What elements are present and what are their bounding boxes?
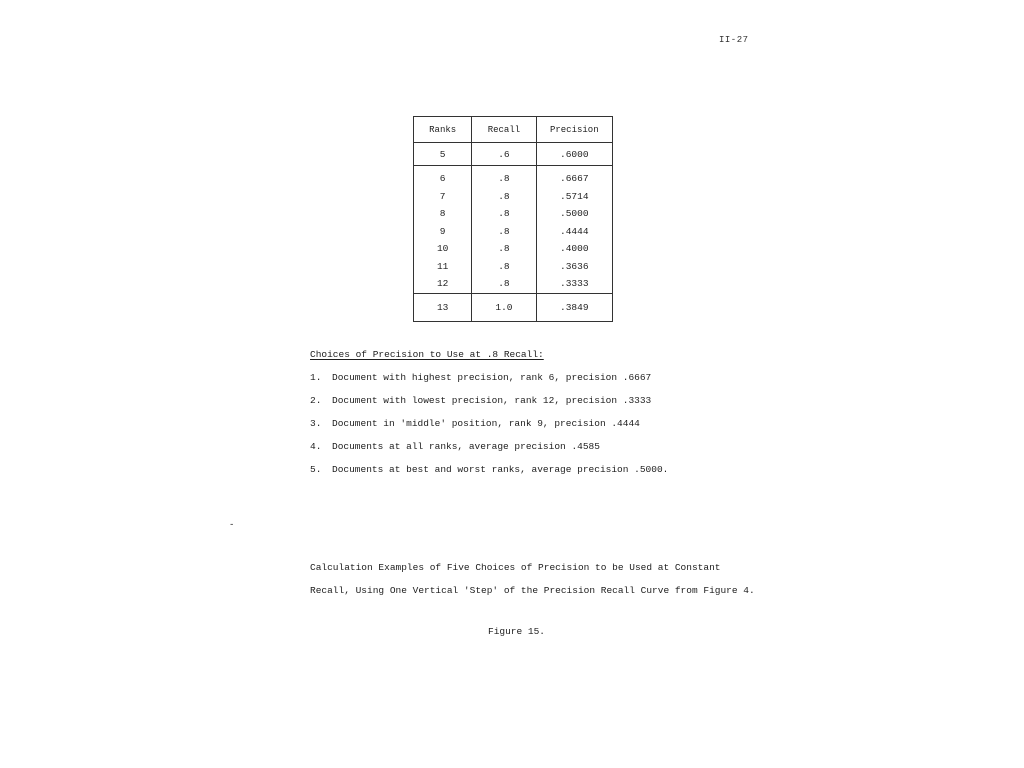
cell-precision: .6000 [536,143,612,166]
cell-rank: 10 [414,240,472,258]
list-item [310,395,668,418]
cell-recall: .6 [472,143,536,166]
cell-recall: 1.0 [472,293,536,321]
cell-rank: 6 [414,166,472,188]
list-item-text: Document with lowest precision, rank 12, precision .3333 [332,395,652,406]
cell-recall: .8 [472,258,536,276]
table-row [414,188,613,206]
cell-precision: .4444 [536,223,612,241]
figure-caption [310,556,755,602]
cell-precision: .3849 [536,293,612,321]
choices-list [310,372,668,487]
header-precision: Precision [536,117,612,143]
cell-recall: .8 [472,223,536,241]
caption-line-2: Recall, Using One Vertical 'Step' of the Precision Recall Curve from Figure 4. [310,585,755,596]
caption-line-1: Calculation Examples of Five Choices of Precision to be Used at Constant [310,562,721,573]
figure-label: Figure 15. [488,626,546,637]
header-recall: Recall [472,117,536,143]
list-item-text: Documents at all ranks, average precision .4585 [332,441,600,452]
table-row [414,293,613,321]
list-item-text: Document in 'middle' position, rank 9, precision .4444 [332,418,640,429]
page-number: II-27 [719,35,749,45]
cell-rank: 8 [414,205,472,223]
list-item-number: 5. [310,464,322,475]
cell-precision: .5000 [536,205,612,223]
cell-recall: .8 [472,188,536,206]
cell-rank: 12 [414,275,472,293]
list-item-number: 2. [310,395,322,406]
table-row [414,143,613,166]
list-item-number: 3. [310,418,322,429]
cell-rank: 11 [414,258,472,276]
cell-precision: .6667 [536,166,612,188]
cell-rank: 7 [414,188,472,206]
choices-title: Choices of Precision to Use at .8 Recall: [310,349,544,360]
cell-recall: .8 [472,275,536,293]
stray-mark: - [229,520,235,530]
list-item-text: Document with highest precision, rank 6, precision .6667 [332,372,652,383]
cell-rank: 9 [414,223,472,241]
list-item [310,418,668,441]
cell-rank: 13 [414,293,472,321]
cell-precision: .4000 [536,240,612,258]
list-item-number: 1. [310,372,322,383]
header-ranks: Ranks [414,117,472,143]
table-row [414,240,613,258]
cell-rank: 5 [414,143,472,166]
table-row [414,223,613,241]
list-item-text: Documents at best and worst ranks, average precision .5000. [332,464,669,475]
table-header-row [414,117,613,143]
list-item [310,441,668,464]
cell-precision: .5714 [536,188,612,206]
list-item [310,372,668,395]
cell-recall: .8 [472,166,536,188]
table-row [414,166,613,188]
list-item-number: 4. [310,441,322,452]
list-item [310,464,668,487]
cell-recall: .8 [472,240,536,258]
table-row [414,205,613,223]
table-row [414,275,613,293]
cell-recall: .8 [472,205,536,223]
cell-precision: .3636 [536,258,612,276]
precision-recall-table [413,116,613,322]
cell-precision: .3333 [536,275,612,293]
table-row [414,258,613,276]
